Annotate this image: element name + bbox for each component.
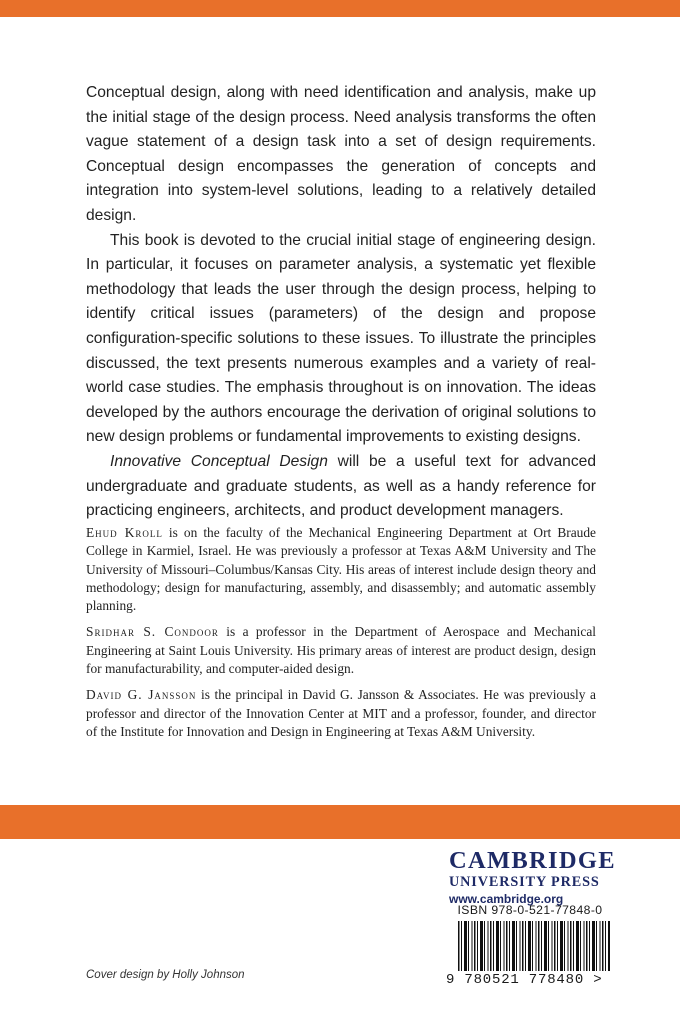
publisher-logo [449,848,629,908]
description-paragraph-3 [86,450,596,524]
publisher-url: www.cambridge.org [449,892,564,906]
book-title-italic: Innovative Conceptual Design [110,452,328,470]
top-orange-band [0,0,680,17]
publisher-subtitle: UNIVERSITY PRESS [449,874,600,890]
author-bio [86,524,596,615]
isbn-number: ISBN 978-0-521-77848-0 [457,903,603,917]
author-bios [86,524,596,749]
author-bio-text: is on the faculty of the Mechanical Engineering Department at Ort Braude College in Karmiel, Israel. He was previously a professor at Texas A&M University and The University of Missouri–Columbus/Kansas City. His areas of interest include design theory and methodology; design for manufacturing, assembly, and disassembly; and automatic assembly planning. [86,525,596,614]
description-paragraph-1: Conceptual design, along with need identification and analysis, make up the initial stage of the design process. Need analysis transforms the often vague statement of a design task into a set of design requirements. Conceptual design encompasses the generation of concepts and integration into system-level solutions, leading to a relatively detailed design. [86,84,596,224]
author-bio-text: is the principal in David G. Jansson & Associates. He was previously a professor and director of the Innovation Center at MIT and a professor, founder, and director of the Institute for Innovation and Design in Engineering at Texas A&M University. [86,687,596,739]
author-name: Ehud Kroll [86,525,163,540]
description-paragraph-3-text: will be a useful text for advanced undergraduate and graduate students, as well as a handy reference for practicing engineers, architects, and product development managers. [86,452,596,520]
cover-credit: Cover design by Holly Johnson [86,969,245,981]
bottom-orange-band [0,805,680,839]
author-bio [86,686,596,741]
author-bio-text: is a professor in the Department of Aerospace and Mechanical Engineering at Saint Louis University. His primary areas of interest are product design, design for manufacturability, and computer-aided design. [86,624,597,677]
author-name: David G. Jansson [86,687,197,703]
description-paragraph-2: This book is devoted to the crucial initial stage of engineering design. In particular, it focuses on parameter analysis, a systematic yet flexible methodology that leads the user through the design process, helping to identify critical issues (parameters) of the design and propose configuration-specific solutions to these issues. To illustrate the principles discussed, the text presents numerous examples and a variety of real-world case studies. The emphasis throughout is on innovation. The ideas developed by the authors encourage the derivation of original solutions to new design problems or fundamental improvements to existing designs. [86,231,596,446]
book-description [86,81,596,524]
publisher-name: CAMBRIDGE [449,847,616,874]
author-bio [86,623,596,678]
author-name: Sridhar S. Condoor [86,624,219,640]
barcode-digits: 9 780521 778480 > [446,972,603,988]
barcode-bars [458,921,610,971]
isbn-barcode [446,903,614,995]
